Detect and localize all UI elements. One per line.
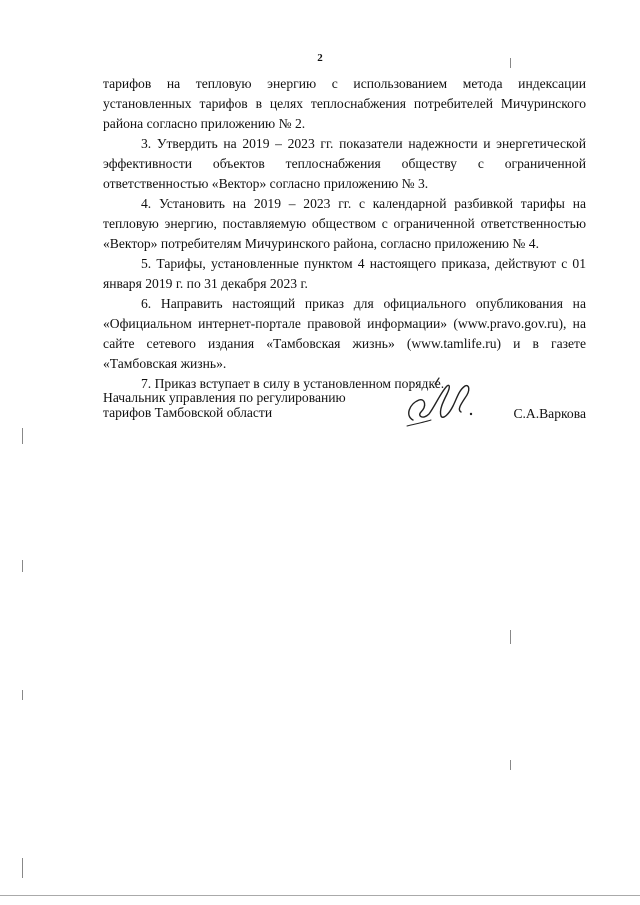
paragraph-item-4: 4. Установить на 2019 – 2023 гг. с календарной разбивкой тарифы на тепловую энергию, поставляемую обществом с ограниченной ответственностью «Вектор» потребителям Мичуринского района, согласно приложению № 4. bbox=[103, 196, 586, 251]
page-number: 2 bbox=[317, 52, 323, 64]
scan-margin-mark bbox=[510, 630, 511, 644]
scan-margin-mark bbox=[22, 858, 23, 878]
signatory-title bbox=[103, 390, 346, 420]
paragraph-item-6: 6. Направить настоящий приказ для официального опубликования на «Официальном интернет-портале правовой информации» (www.pravo.gov.ru), на сайте сетевого издания «Тамбовская жизнь» (www.tamlife.ru) и в газете «Тамбовская жизнь». bbox=[103, 296, 586, 371]
scan-margin-mark bbox=[510, 58, 511, 68]
signatory-name: С.А.Варкова bbox=[513, 406, 586, 421]
paragraph-continuation: тарифов на тепловую энергию с использованием метода индексации установленных тарифов в целях теплоснабжения потребителей Мичуринского района согласно приложению № 2. bbox=[103, 76, 586, 131]
paragraph-item-3: 3. Утвердить на 2019 – 2023 гг. показатели надежности и энергетической эффективности объектов теплоснабжения обществу с ограниченной ответственностью «Вектор» согласно приложению № 3. bbox=[103, 136, 586, 191]
scan-margin-mark bbox=[22, 690, 23, 700]
signature-block bbox=[103, 390, 586, 450]
scan-margin-mark bbox=[22, 560, 23, 572]
paragraph-item-7: 7. Приказ вступает в силу в установленном порядке. bbox=[141, 376, 445, 391]
handwritten-signature-icon bbox=[395, 376, 485, 436]
paragraph-item-5: 5. Тарифы, установленные пунктом 4 настоящего приказа, действуют с 01 января 2019 г. по 31 декабря 2023 г. bbox=[103, 256, 586, 291]
scan-margin-mark bbox=[22, 428, 23, 444]
document-body bbox=[103, 74, 586, 394]
scan-bottom-edge bbox=[0, 895, 640, 896]
scan-margin-mark bbox=[510, 760, 511, 770]
signatory-title-line-2: тарифов Тамбовской области bbox=[103, 405, 273, 420]
signatory-title-line-1: Начальник управления по регулированию bbox=[103, 390, 346, 405]
